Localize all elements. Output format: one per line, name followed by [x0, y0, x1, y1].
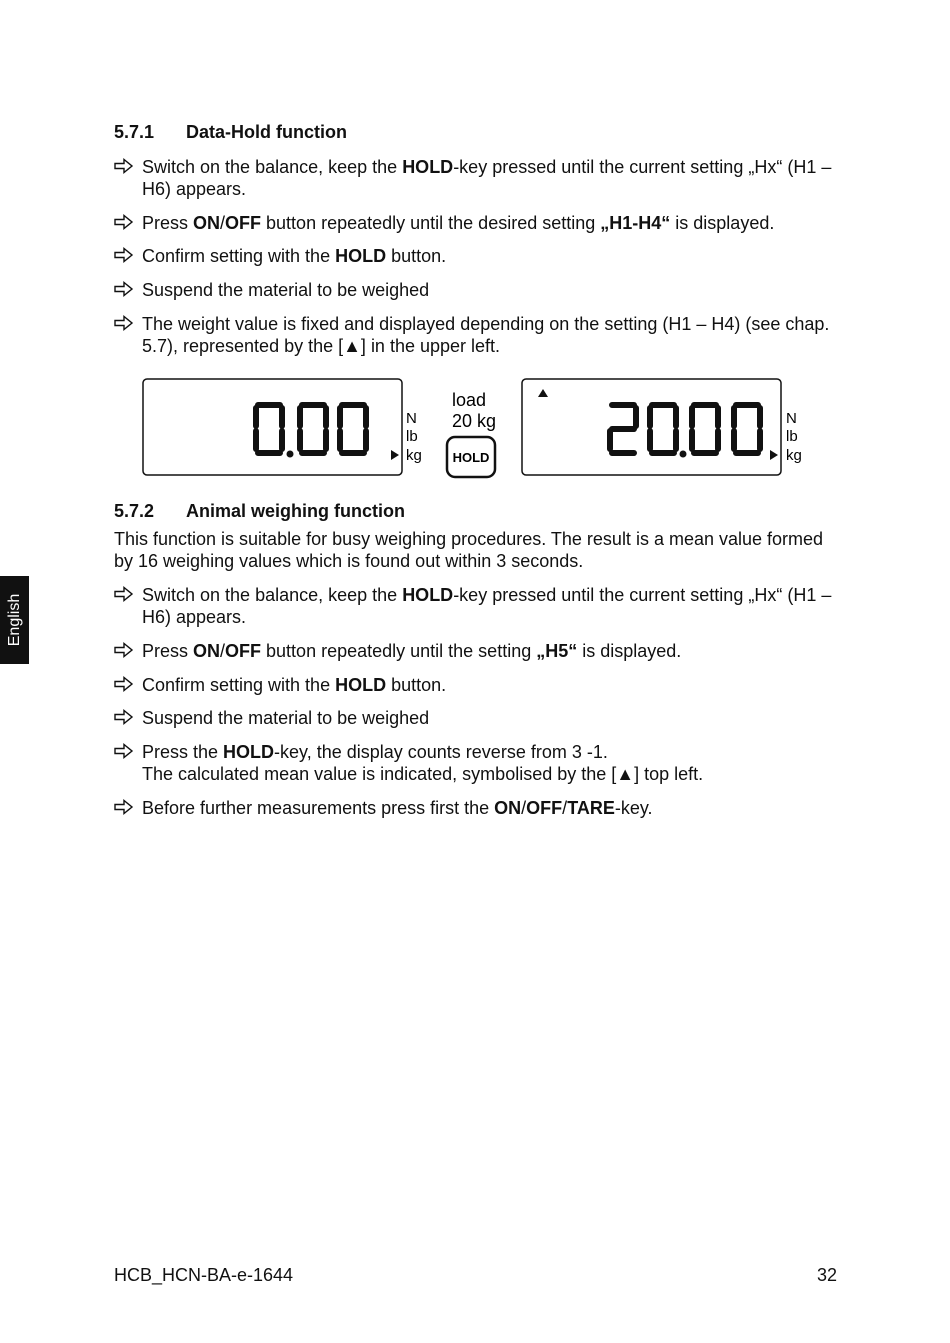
arrow-right-icon — [114, 641, 134, 659]
section-number: 5.7.1 — [114, 122, 155, 142]
lcd-display-empty — [143, 379, 402, 475]
unit-kg: kg — [406, 447, 422, 464]
section-title: Animal weighing function — [186, 501, 405, 521]
step-item — [114, 279, 834, 301]
unit-n: N — [406, 410, 417, 427]
step-text: Confirm setting with the HOLD button. — [142, 675, 447, 695]
step-text: Switch on the balance, keep the HOLD-key pressed until the current setting „Hx“ (H1 – H6) appears. — [142, 157, 832, 199]
step-text: Confirm setting with the HOLD button. — [142, 246, 447, 266]
step-text: Press the HOLD-key, the display counts reverse from 3 -1. The calculated mean value is indicated, symbolised by the [▲] top left. — [142, 742, 704, 784]
step-item — [114, 584, 834, 628]
step-item — [114, 707, 834, 729]
arrow-right-icon — [114, 213, 134, 231]
step-text: Press ON/OFF button repeatedly until the desired setting „H1-H4“ is displayed. — [142, 213, 775, 233]
unit-lb: lb — [786, 428, 798, 445]
arrow-right-icon — [114, 280, 134, 298]
load-value: 20 kg — [452, 411, 497, 431]
step-item — [114, 674, 834, 696]
section-heading-animal-weighing — [114, 501, 405, 522]
load-label: load — [452, 390, 487, 410]
arrow-right-icon — [114, 798, 134, 816]
section-heading-data-hold — [114, 122, 347, 143]
arrow-right-icon — [114, 246, 134, 264]
section-intro: This function is suitable for busy weighing procedures. The result is a mean value formed by 16 weighing values which is found out within 3 seconds. — [114, 529, 824, 571]
step-text: Before further measurements press first the ON/OFF/TARE-key. — [142, 798, 653, 818]
unit-n: N — [786, 410, 797, 427]
step-item — [114, 741, 834, 785]
arrow-right-icon — [114, 157, 134, 175]
section-title: Data-Hold function — [186, 122, 347, 142]
page-number: 32 — [816, 1265, 837, 1285]
step-item — [114, 797, 834, 819]
step-text: Suspend the material to be weighed — [142, 708, 430, 728]
step-item — [114, 640, 834, 662]
step-item — [114, 212, 834, 234]
step-item — [114, 245, 834, 267]
hold-key-label: HOLD — [452, 450, 490, 465]
arrow-right-icon — [114, 708, 134, 726]
document-id: HCB_HCN-BA-e-1644 — [114, 1265, 294, 1285]
unit-lb: lb — [406, 428, 418, 445]
step-text: Switch on the balance, keep the HOLD-key pressed until the current setting „Hx“ (H1 – H6) appears. — [142, 585, 832, 627]
section-number: 5.7.2 — [114, 501, 155, 521]
step-text: The weight value is fixed and displayed depending on the setting (H1 – H4) (see chap. 5.7), represented by the [▲] in the upper left. — [142, 314, 830, 356]
arrow-right-icon — [114, 314, 134, 332]
step-item — [114, 313, 834, 357]
language-tab-label: English — [5, 593, 23, 647]
step-text: Press ON/OFF button repeatedly until the setting „H5“ is displayed. — [142, 641, 682, 661]
arrow-right-icon — [114, 675, 134, 693]
arrow-right-icon — [114, 585, 134, 603]
arrow-right-icon — [114, 742, 134, 760]
step-text: Suspend the material to be weighed — [142, 280, 430, 300]
unit-kg: kg — [786, 447, 802, 464]
language-tab — [0, 576, 29, 664]
step-item — [114, 156, 834, 200]
display-illustration — [140, 375, 810, 485]
